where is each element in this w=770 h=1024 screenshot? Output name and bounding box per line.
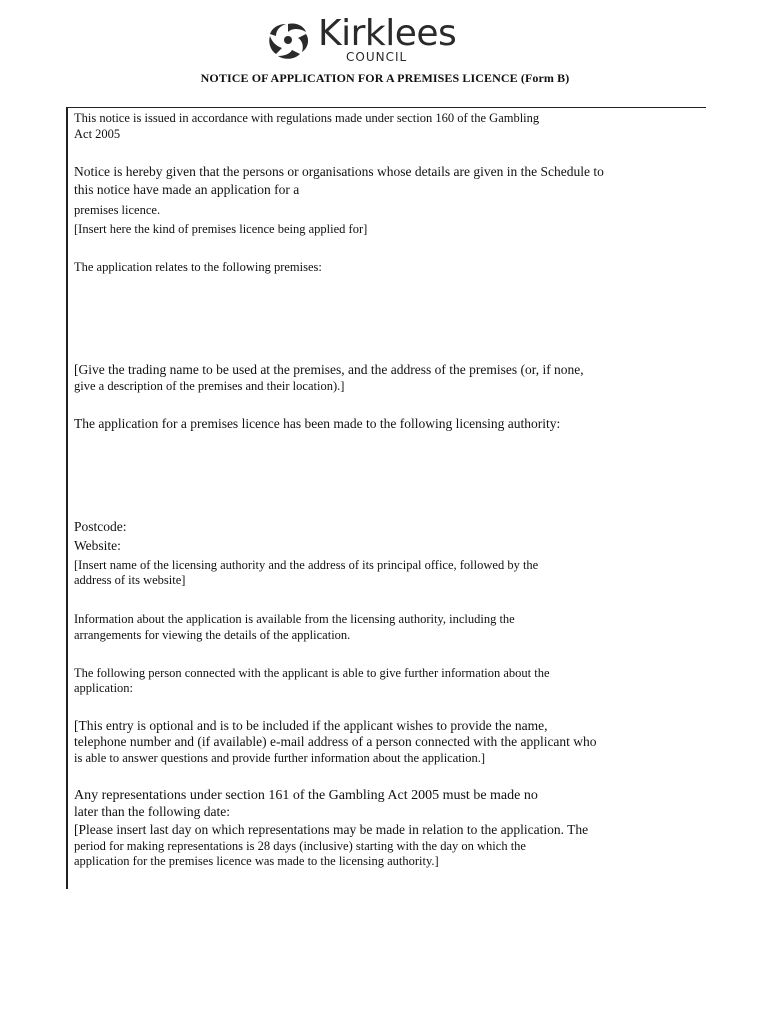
deadline-instruction-line-2: period for making representations is 28 days (inclusive) starting with the day on which the [74,839,526,853]
swirl-logo-icon [262,18,314,62]
postcode-label: Postcode: [74,519,127,534]
contact-person-line-2: application: [74,681,134,695]
form-title: NOTICE OF APPLICATION FOR A PREMISES LICENCE (Form B) [200,71,570,85]
notice-given-line-3: premises licence. [74,203,161,217]
notice-intro-line-1: This notice is issued in accordance with regulations made under section 160 of the Gambling [74,111,540,125]
deadline-instruction-line-1: [Please insert last day on which representations may be made in relation to the application. The [74,822,589,837]
representations-line-2: later than the following date: [74,804,230,819]
representations-line-1: Any representations under section 161 of the Gambling Act 2005 must be made no [74,788,538,803]
logo-wordmark: Kirklees [318,13,457,54]
licensing-authority-heading: The application for a premises licence has been made to the following licensing authority: [74,416,561,431]
premises-instruction-line-1: [Give the trading name to be used at the premises, and the address of the premises (or, if none, [74,362,584,377]
contact-person-line-1: The following person connected with the applicant is able to give further information about the [74,666,550,680]
info-availability-line-1: Information about the application is available from the licensing authority, including the [74,612,515,626]
optional-entry-line-3: is able to answer questions and provide further information about the application.] [74,751,485,765]
notice-intro-line-2: Act 2005 [74,127,121,141]
optional-entry-line-1: [This entry is optional and is to be included if the applicant wishes to provide the name, [74,718,548,733]
optional-entry-line-2: telephone number and (if available) e-mail address of a person connected with the applicant who [74,734,597,749]
kirklees-council-logo [262,13,492,64]
form-border-top [66,107,706,108]
authority-instruction-line-2: address of its website] [74,573,186,587]
logo-subtitle: COUNCIL [346,50,408,64]
form-border-left [66,107,68,889]
info-availability-line-2: arrangements for viewing the details of the application. [74,628,351,642]
authority-instruction-line-1: [Insert name of the licensing authority and the address of its principal office, followed by the [74,558,539,572]
deadline-instruction-line-3: application for the premises licence was made to the licensing authority.] [74,854,439,868]
notice-given-line-1: Notice is hereby given that the persons or organisations whose details are given in the Schedule to [74,164,604,179]
premises-instruction-line-2: give a description of the premises and their location).] [74,379,345,393]
licence-kind-instruction: [Insert here the kind of premises licence being applied for] [74,222,368,236]
website-label: Website: [74,538,121,553]
notice-given-line-2: this notice have made an application for a [74,182,300,197]
premises-heading: The application relates to the following premises: [74,260,322,274]
